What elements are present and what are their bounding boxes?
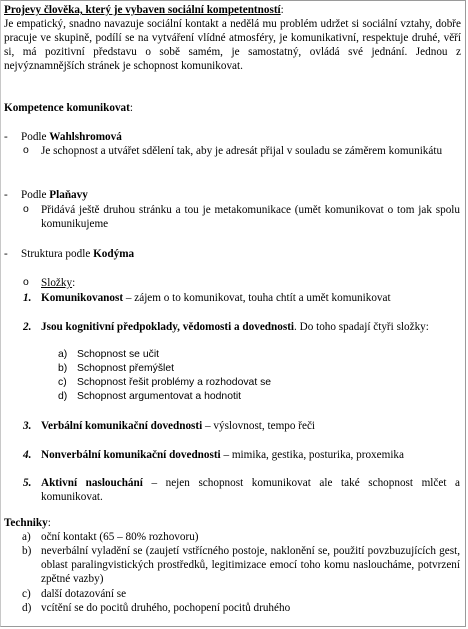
subitem-letter: b) bbox=[58, 363, 68, 374]
techniky-heading-suffix: : bbox=[47, 517, 51, 529]
item-number: 4. bbox=[23, 449, 32, 461]
wahl-prefix: Podle bbox=[21, 131, 50, 143]
item-number: 3. bbox=[23, 420, 32, 432]
wahl-bullet bbox=[1, 144, 465, 174]
item-number: 5. bbox=[23, 477, 32, 489]
planava-prefix: Podle bbox=[21, 189, 50, 201]
intro-heading bbox=[4, 3, 461, 17]
technique-letter: a) bbox=[22, 531, 31, 543]
item-title: Komunikovanost bbox=[41, 292, 124, 304]
intro-heading-suffix: : bbox=[280, 4, 284, 16]
competence-heading-suffix: : bbox=[129, 102, 133, 114]
kodym-name: Kodýma bbox=[93, 248, 135, 260]
slozky-suffix: : bbox=[72, 277, 76, 289]
slozky-label bbox=[41, 276, 75, 290]
item-rest: – výslovnost, tempo řeči bbox=[202, 420, 316, 432]
competence-heading bbox=[4, 101, 461, 115]
subitem-text: Schopnost přemýšlet bbox=[77, 363, 175, 374]
techniky-heading-text: Techniky bbox=[4, 517, 48, 529]
slozky-text: Složky bbox=[41, 277, 73, 289]
circle-bullet-icon: o bbox=[23, 277, 29, 288]
technique-text: neverbální vyladění se (zaujetí vstřícného postoje, naklonění se, použití povzbuzujících gest, oblast paralingvistických prostředků, legitimizace emocí toho komu nasloucháme, potvrzení zpětné vazby) bbox=[41, 545, 460, 585]
technique-letter: c) bbox=[22, 588, 31, 600]
item-rest: – nejen schopnost komunikovat ale také schopnost mlčet a komunikovat. bbox=[41, 477, 460, 503]
dash-marker: - bbox=[4, 189, 8, 201]
item-rest: – mimika, gestika, posturika, proxemika bbox=[220, 449, 404, 461]
planava-bullet-text: Přidává ještě druhou stránku a tou je metakomunikace (umět komunikovat o tom jak spolu komunikujeme bbox=[41, 204, 460, 230]
planava-label bbox=[21, 188, 88, 202]
subitem-text: Schopnost řešit problémy a rozhodovat se bbox=[77, 377, 272, 388]
wahl-bullet-text: Je schopnost a utvářet sdělení tak, aby je adresát přijal v souladu se záměrem komunikátu bbox=[41, 145, 443, 157]
subitem-text: Schopnost argumentovat a hodnotit bbox=[77, 391, 242, 402]
circle-bullet-icon: o bbox=[23, 145, 29, 156]
circle-bullet-icon: o bbox=[23, 204, 29, 215]
item-number: 2. bbox=[23, 321, 32, 333]
item-title: Jsou kognitivní předpoklady, vědomosti a dovednosti bbox=[41, 321, 295, 333]
subitem-letter: d) bbox=[58, 391, 68, 402]
competence-heading-text: Kompetence komunikovat bbox=[4, 102, 130, 114]
technique-letter: d) bbox=[22, 602, 32, 614]
item-text bbox=[41, 291, 460, 305]
dash-marker: - bbox=[4, 248, 8, 260]
techniky-heading bbox=[4, 516, 461, 530]
item-title: Verbální komunikační dovednosti bbox=[41, 420, 203, 432]
item-number: 1. bbox=[23, 292, 32, 304]
item-text bbox=[41, 476, 460, 504]
item-text bbox=[41, 448, 460, 462]
subitem-letter: c) bbox=[58, 377, 67, 388]
technique-text: vcítění se do pocitů druhého, pochopení pocitů druhého bbox=[41, 602, 291, 614]
wahl-name: Wahlshromová bbox=[49, 131, 122, 143]
technique-text: další dotazování se bbox=[41, 588, 127, 600]
technique-letter: b) bbox=[22, 545, 32, 557]
numbered-item-2 bbox=[1, 320, 465, 350]
subitem-letter: a) bbox=[58, 349, 68, 360]
item-rest: . Do toho spadají čtyři složky: bbox=[294, 321, 429, 333]
intro-heading-text: Projevy člověka, který je vybaven sociální kompetentností bbox=[4, 4, 281, 16]
dash-marker: - bbox=[4, 131, 8, 143]
item-title: Aktivní naslouchání bbox=[41, 477, 143, 489]
intro-paragraph: Je empatický, snadno navazuje sociální kontakt a nedělá mu problém udržet si sociální vztahy, dobře pracuje ve skupině, podílí se na vytváření vlídné atmosféry, je komunikativní, respektuje druhé, věří si, má pozitivní představu o sobě samém, je samostatný, ovládá své jednání. Jednou z nejvýznamnějších stránek je schopnost komunikovat. bbox=[4, 18, 461, 72]
technique-text: oční kontakt (65 – 80% rozhovoru) bbox=[41, 531, 199, 543]
wahl-label bbox=[21, 130, 122, 144]
item-text bbox=[41, 320, 460, 334]
technique-b bbox=[1, 544, 465, 588]
item-rest: – zájem o to komunikovat, touha chtít a umět komunikovat bbox=[123, 292, 391, 304]
kodym-label bbox=[21, 247, 134, 261]
subitem-text: Schopnost se učit bbox=[77, 349, 160, 360]
item-text bbox=[41, 419, 460, 433]
planava-name: Plaňavy bbox=[49, 189, 88, 201]
numbered-item-5 bbox=[1, 476, 465, 506]
item-title: Nonverbální komunikační dovednosti bbox=[41, 449, 221, 461]
kodym-prefix: Struktura podle bbox=[21, 248, 94, 260]
planava-bullet bbox=[1, 203, 465, 233]
